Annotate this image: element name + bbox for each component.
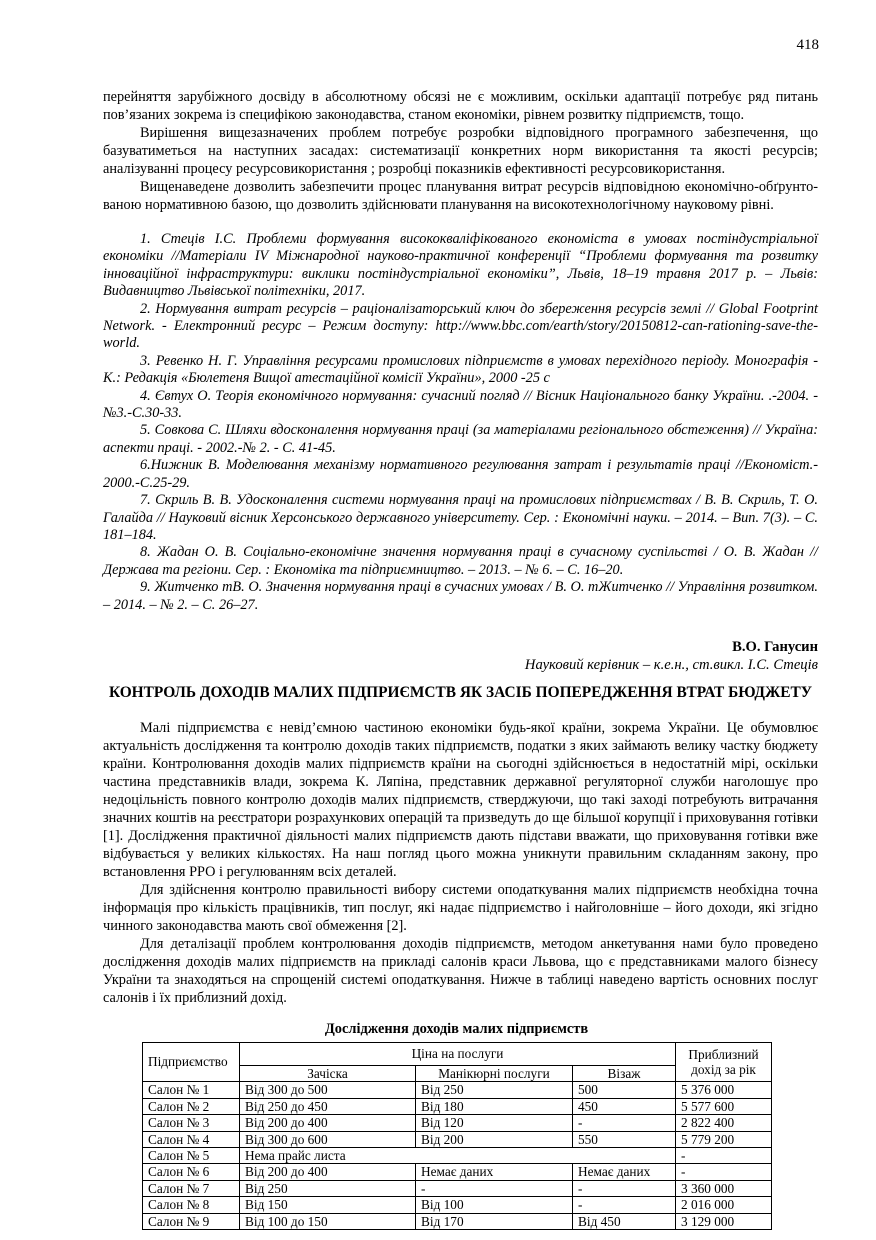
cell-haircut: Від 250	[240, 1180, 416, 1196]
header-makeup: Візаж	[573, 1065, 676, 1081]
cell-enterprise: Салон № 7	[143, 1180, 240, 1196]
cell-haircut: Від 300 до 500	[240, 1082, 416, 1098]
cell-income: 5 779 200	[676, 1131, 772, 1147]
intro-section	[103, 88, 818, 214]
cell-manicure: Від 100	[416, 1197, 573, 1213]
article-paragraph: Для здійснення контролю правильності вибору системи оподаткування малих підприємств необхідна точна інформація про кількість працівників, тип послуг, які надає підприємство і найголовніше – його доходи, які згідно чинного законодавства мають свої обмеження [2].	[103, 881, 818, 934]
reference-item: 2. Нормування витрат ресурсів – раціоналізаторський ключ до збереження ресурсів землі // Global Footprint Network. - Електронний ресурс – Режим доступу: http://www.bbc.com/earth/story/20150812-can-rationing-save-the-world.	[103, 300, 818, 352]
page-content	[103, 88, 818, 1230]
cell-makeup: -	[573, 1115, 676, 1131]
reference-item: 6.Нижник В. Моделювання механізму нормативного регулювання затрат і результатів праці //Економіст.- 2000.-С.25-29.	[103, 457, 818, 491]
cell-income: 5 376 000	[676, 1082, 772, 1098]
header-income: Приблизний дохід за рік	[676, 1042, 772, 1081]
header-price-group: Ціна на послуги	[240, 1042, 676, 1065]
table-row	[143, 1098, 772, 1114]
cell-haircut: Від 100 до 150	[240, 1213, 416, 1229]
table-row	[143, 1082, 772, 1098]
cell-haircut: Від 200 до 400	[240, 1115, 416, 1131]
intro-paragraph: перейняття зарубіжного досвіду в абсолютному обсязі не є можливим, оскільки адаптації потребує ряд питань пов’язаних зокрема із специфікою законодавства, станом економіки, рівнем розвитку підприємств, тощо.	[103, 89, 818, 123]
reference-item: 7. Скриль В. В. Удосконалення системи нормування праці на промислових підприємствах / В. В. Скриль, Т. О. Галайда // Науковий вісник Херсонського державного університету. Сер. : Економічні науки. – 2014. – Вип. 7(3). – С. 181–184.	[103, 492, 818, 543]
cell-enterprise: Салон № 8	[143, 1197, 240, 1213]
cell-income: -	[676, 1164, 772, 1180]
cell-makeup: 450	[573, 1098, 676, 1114]
reference-item: 8. Жадан О. В. Соціально-економічне значення нормування праці в сучасному суспільстві / О. В. Жадан // Держава та регіони. Сер. : Економіка та підприємництво. – 2013. – № 6. – С. 16–20.	[103, 544, 818, 578]
table-row	[143, 1164, 772, 1180]
intro-paragraph: Вирішення вищезазначених проблем потребує розробки відповідного програмного забезпечення, що базуватиметься на наступних засадах: систематизації конкретних норм використання та якості ресурсів; аналізуванні процесу ресурсовикористання ; розробці показників ефективності ресурсовикористання.	[103, 125, 818, 177]
article-paragraph: Для деталізації проблем контролювання доходів підприємств, методом анкетування нами було проведено дослідження доходів малих підприємств на прикладі салонів краси Львова, що є представниками малого бізнесу України та знаходяться на спрощеній системі оподаткування. Нижче в таблиці наведено вартість основних послуг салонів і їх приблизний дохід.	[103, 935, 818, 1006]
cell-makeup: Від 450	[573, 1213, 676, 1229]
reference-item: 5. Совкова С. Шляхи вдосконалення нормування праці (за матеріалами регіонального обстеження) // Україна: аспекти праці. - 2002.-№ 2. - С. 41-45.	[103, 422, 818, 456]
cell-manicure: Немає даних	[416, 1164, 573, 1180]
supervisor-line: Науковий керівник – к.е.н., ст.викл. І.С. Стеців	[524, 656, 818, 673]
table-row	[143, 1115, 772, 1131]
cell-makeup: -	[573, 1180, 676, 1196]
cell-manicure: Від 170	[416, 1213, 573, 1229]
cell-haircut: Від 300 до 600	[240, 1131, 416, 1147]
article-paragraph: Малі підприємства є невід’ємною частиною економіки будь-якої країни, зокрема України. Це обумовлює актуальність дослідження та контролю доходів таких підприємств, податки з яких займають велику частку бюджету країни. Контролювання доходів малих підприємств країни на сьогодні здійснюється в недостатній мірі, оскільки частина представників влади, зокрема К. Ляпіна, представник державної регуляторної служби наголошує про недоцільність повного контролю доходів малих підприємств, стверджуючи, що такі заході потребують витрачання значних коштів на реєстратори розрахункових операцій та призведуть до ще більшої корупції і приховування готівки [1]. Дослідження практичної діяльності малих підприємств дають підстави вважати, що приховування готівки вже відбувається у великих кількостях. На наш погляд цього можна уникнути правильним складанням закону, про встановлення РРО і регулюванням всіх деталей.	[103, 719, 818, 880]
header-enterprise: Підприємство	[143, 1042, 240, 1081]
cell-haircut: Від 200 до 400	[240, 1164, 416, 1180]
cell-makeup: 500	[573, 1082, 676, 1098]
page-number: 418	[796, 37, 819, 53]
cell-enterprise: Салон № 3	[143, 1115, 240, 1131]
table-row	[143, 1213, 772, 1229]
cell-manicure: -	[416, 1180, 573, 1196]
header-haircut: Зачіска	[240, 1065, 416, 1081]
cell-income: -	[676, 1147, 772, 1163]
cell-manicure: Від 200	[416, 1131, 573, 1147]
header-manicure: Манікюрні послуги	[416, 1065, 573, 1081]
cell-makeup: 550	[573, 1131, 676, 1147]
cell-manicure: Від 180	[416, 1098, 573, 1114]
reference-item: 4. Євтух О. Теорія економічного нормування: сучасний погляд // Вісник Національного банку України. .-2004. - №3.-С.30-33.	[103, 387, 818, 422]
cell-income: 3 129 000	[676, 1213, 772, 1229]
cell-income: 3 360 000	[676, 1180, 772, 1196]
table-row	[143, 1180, 772, 1196]
cell-income: 2 016 000	[676, 1197, 772, 1213]
cell-haircut: Від 250 до 450	[240, 1098, 416, 1114]
reference-item: 9. Житченко тВ. О. Значення нормування праці в сучасних умовах / В. О. тЖитченко // Управління розвитком. – 2014. – № 2. – С. 26–27.	[103, 579, 818, 613]
table-caption: Дослідження доходів малих підприємств	[324, 1020, 589, 1037]
cell-income: 2 822 400	[676, 1115, 772, 1131]
reference-item: 3. Ревенко Н. Г. Управління ресурсами промислових підприємств в умовах перехідного періоду. Монографія - К.: Редакція «Бюлетеня Вищої атестаційної комісії України», 2000 -25 с	[103, 352, 818, 387]
cell-no-pricelist: Нема прайс листа	[240, 1147, 676, 1163]
byline	[103, 638, 818, 674]
article-title: КОНТРОЛЬ ДОХОДІВ МАЛИХ ПІДПРИЄМСТВ ЯК ЗАСІБ ПОПЕРЕДЖЕННЯ ВТРАТ БЮДЖЕТУ	[108, 683, 813, 701]
cell-makeup: Немає даних	[573, 1164, 676, 1180]
income-table	[142, 1042, 772, 1230]
table-row	[143, 1131, 772, 1147]
table-row	[143, 1197, 772, 1213]
cell-enterprise: Салон № 6	[143, 1164, 240, 1180]
cell-enterprise: Салон № 5	[143, 1147, 240, 1163]
article-body	[103, 719, 818, 1007]
table-row	[143, 1147, 772, 1163]
cell-manicure: Від 250	[416, 1082, 573, 1098]
cell-haircut: Від 150	[240, 1197, 416, 1213]
intro-paragraph: Вищенаведене дозволить забезпечити процес планування витрат ресурсів відповідною економічно-обґрунто-ваною нормативною базою, що дозволить здійснювати планування на високотехнологічному науковому рівні.	[103, 179, 818, 213]
cell-manicure: Від 120	[416, 1115, 573, 1131]
references-section	[103, 231, 818, 614]
cell-enterprise: Салон № 9	[143, 1213, 240, 1229]
cell-makeup: -	[573, 1197, 676, 1213]
author-name: В.О. Ганусин	[732, 638, 818, 655]
cell-enterprise: Салон № 2	[143, 1098, 240, 1114]
cell-enterprise: Салон № 4	[143, 1131, 240, 1147]
table-header-row	[143, 1042, 772, 1065]
reference-item: 1. Стеців І.С. Проблеми формування висококваліфікованого економіста в умовах постіндустріальної економіки //Матеріали IV Міжнародної науково-практичної конференції “Проблеми формування та розвитку інноваційної інфраструктури: виклики постіндустріальної економіки”, Львів, 18–19 травня 2017 р. – Львів: Видавництво Львівської політехніки, 2017.	[103, 231, 818, 300]
cell-enterprise: Салон № 1	[143, 1082, 240, 1098]
cell-income: 5 577 600	[676, 1098, 772, 1114]
